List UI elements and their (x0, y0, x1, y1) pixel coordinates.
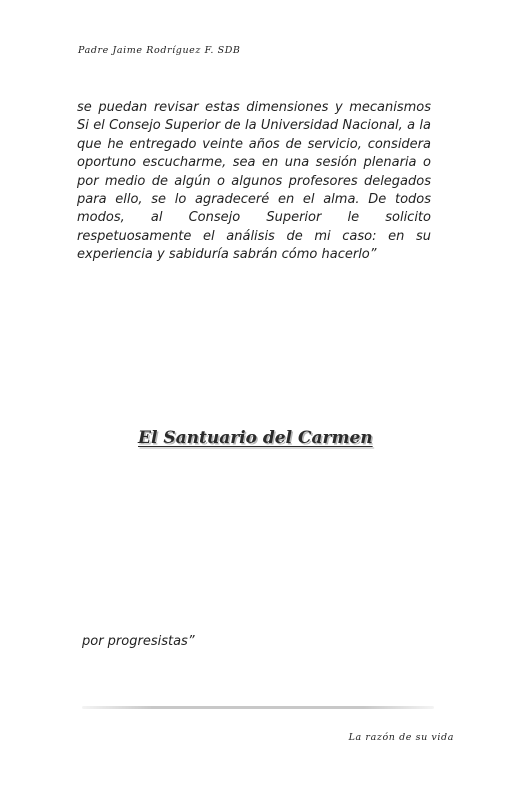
closing-text: por progresistas” (82, 634, 195, 649)
running-footer-book-title: La razón de su vida (348, 732, 454, 743)
running-header-author: Padre Jaime Rodríguez F. SDB (78, 45, 241, 56)
footer-divider (82, 706, 434, 709)
body-paragraph-container (77, 99, 431, 265)
body-paragraph: se puedan revisar estas dimensiones y mecanismos Si el Consejo Superior de la Universidad Nacional, a la que he entregado veinte años de servicio, considera oportuno escucharme, sea en una sesión plenaria o por medio de algún o algunos profesores delegados para ello, se lo agradeceré en el alma. De todos modos, al Consejo Superior le solicito respetuosamente el análisis de mi caso: en su experiencia y sabiduría sabrán cómo hacerlo” (77, 100, 431, 263)
section-title: El Santuario del Carmen (138, 428, 373, 448)
